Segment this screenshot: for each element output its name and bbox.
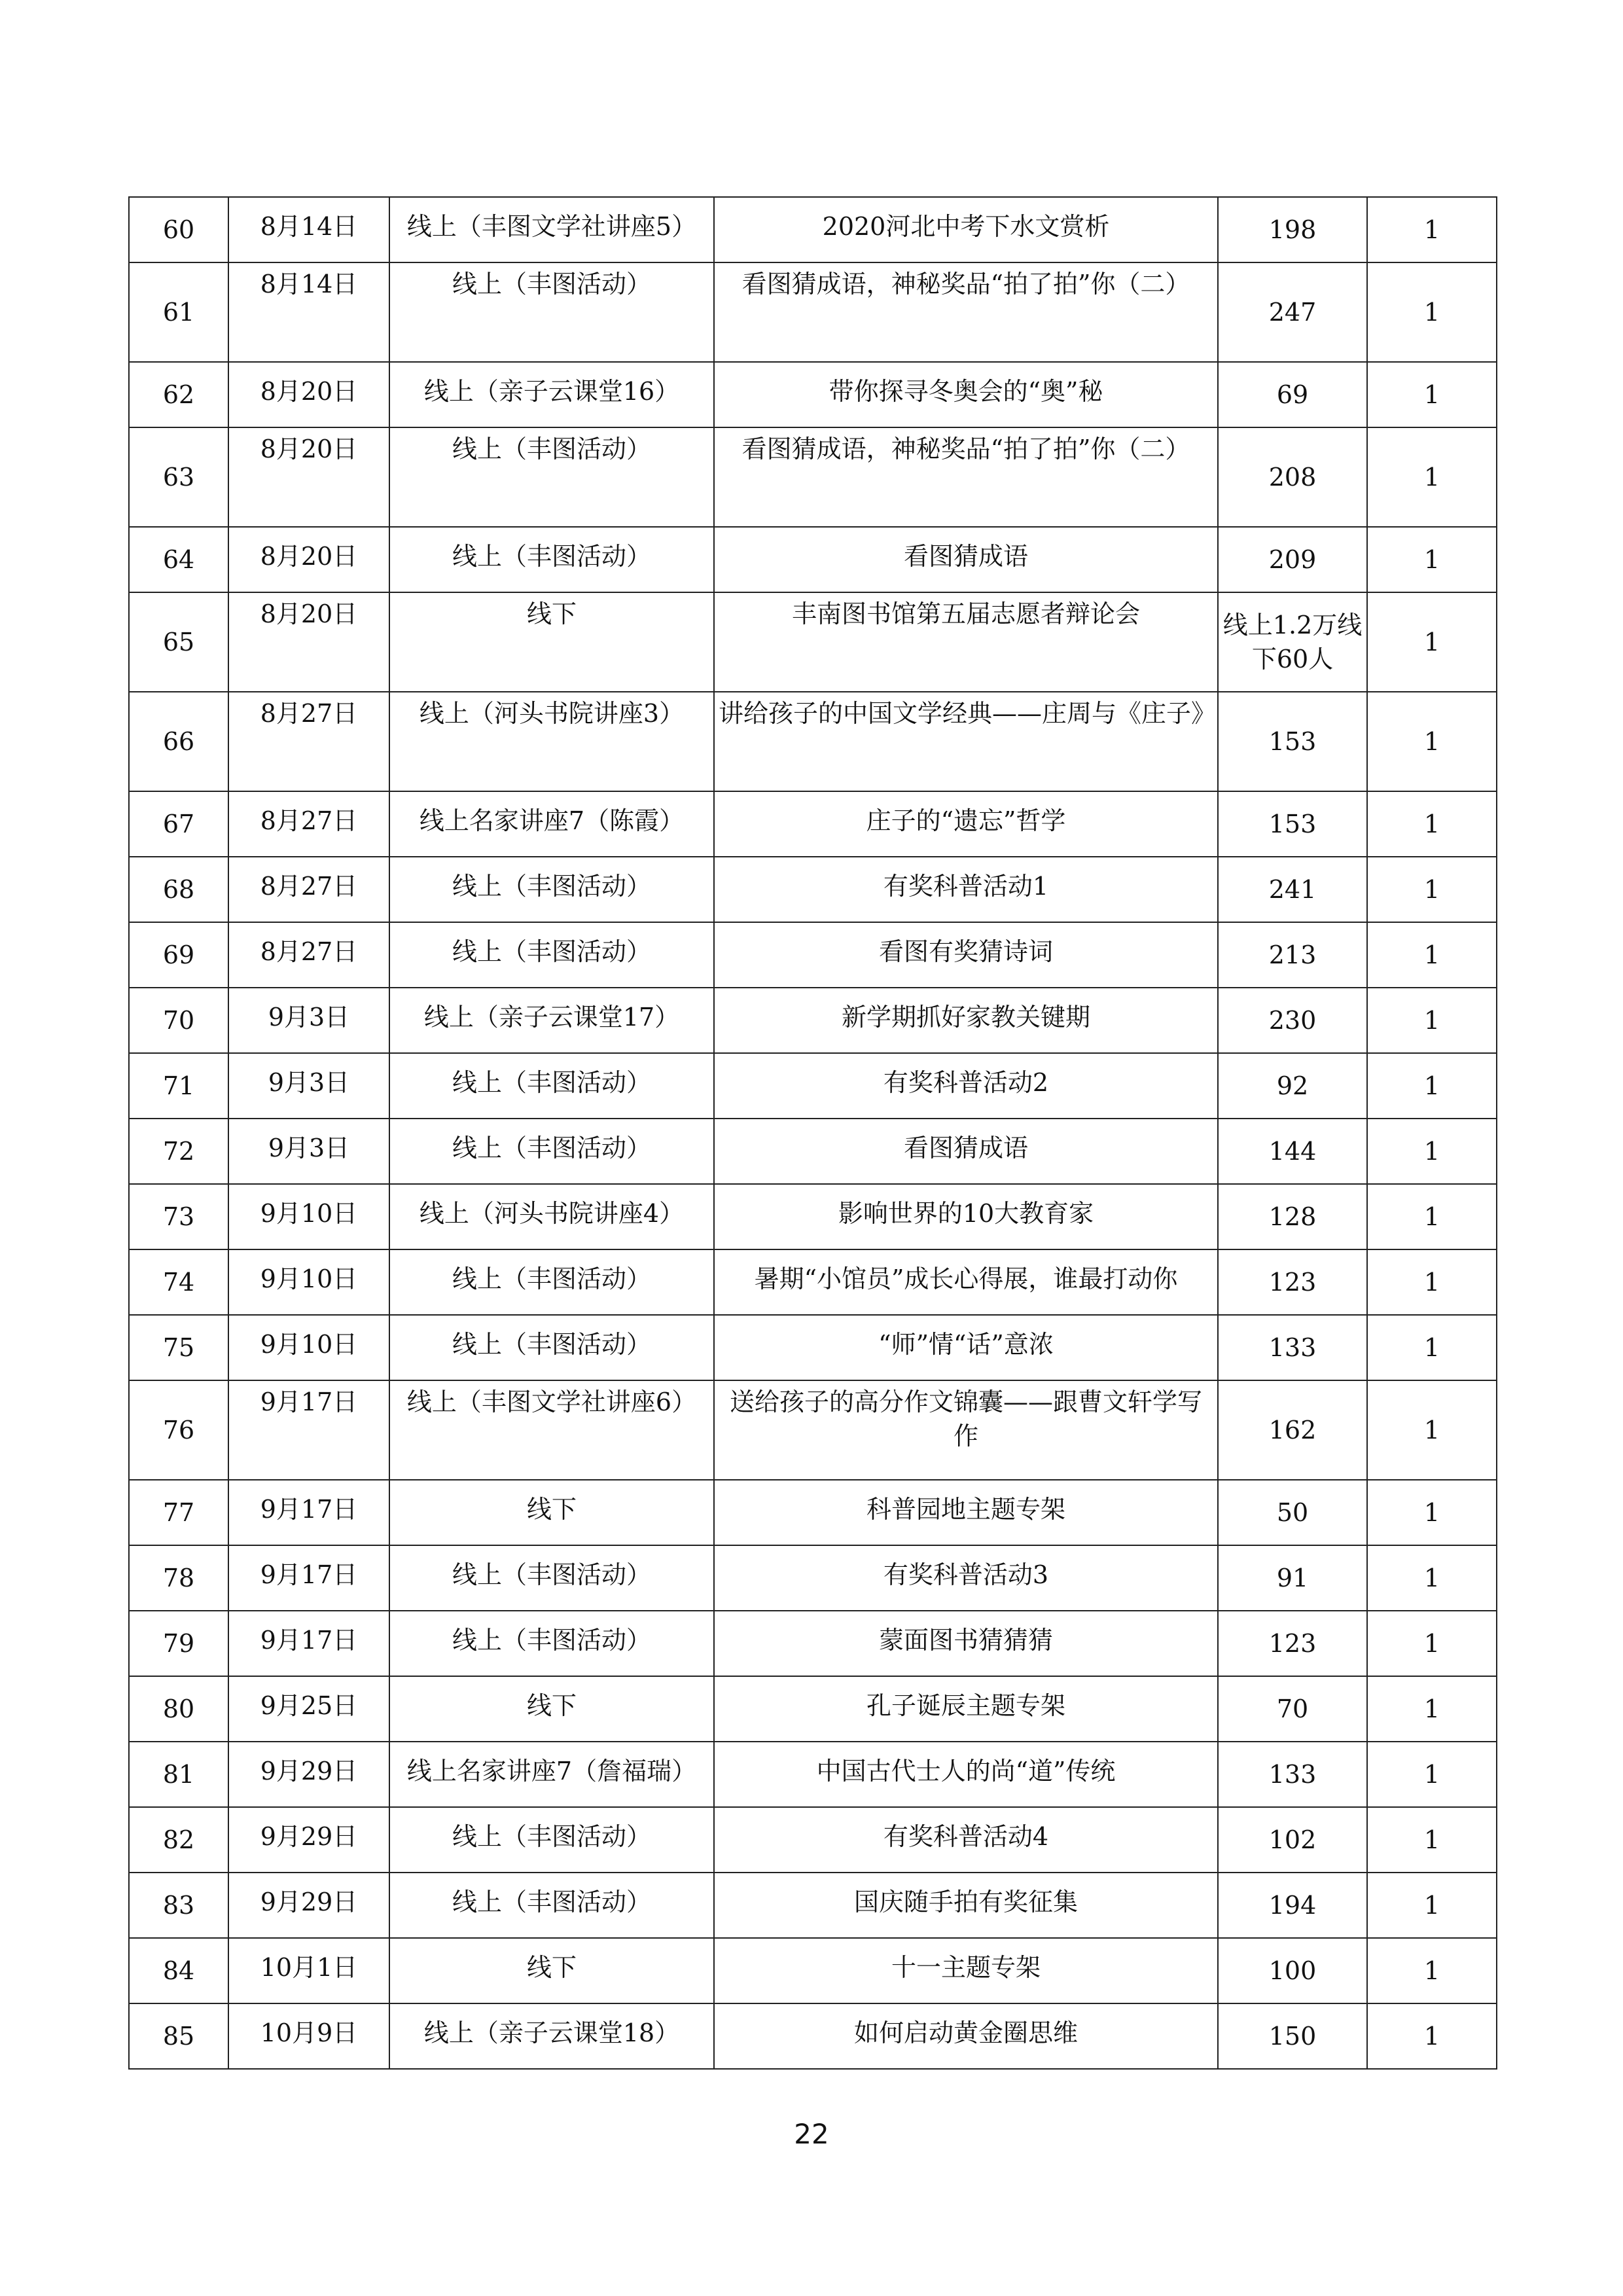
row-date: 9月17日 bbox=[228, 1480, 389, 1545]
row-count: 230 bbox=[1218, 988, 1367, 1053]
row-count: 153 bbox=[1218, 791, 1367, 857]
row-title: 蒙面图书猜猜猜 bbox=[714, 1611, 1218, 1676]
table-row bbox=[129, 1611, 1497, 1676]
row-count: 133 bbox=[1218, 1742, 1367, 1807]
row-number: 77 bbox=[129, 1480, 228, 1545]
row-date: 9月29日 bbox=[228, 1742, 389, 1807]
row-count: 100 bbox=[1218, 1938, 1367, 2003]
row-count: 线上1.2万线下60人 bbox=[1218, 592, 1367, 692]
row-number: 81 bbox=[129, 1742, 228, 1807]
row-title: 十一主题专架 bbox=[714, 1938, 1218, 2003]
row-title: 看图猜成语 bbox=[714, 1119, 1218, 1184]
row-type: 线上（丰图活动） bbox=[389, 427, 714, 527]
table-row bbox=[129, 427, 1497, 527]
row-count: 162 bbox=[1218, 1380, 1367, 1480]
row-title: 有奖科普活动4 bbox=[714, 1807, 1218, 1873]
row-times: 1 bbox=[1367, 362, 1497, 427]
row-count: 102 bbox=[1218, 1807, 1367, 1873]
row-date: 9月17日 bbox=[228, 1380, 389, 1480]
row-type: 线上（亲子云课堂17） bbox=[389, 988, 714, 1053]
row-date: 9月10日 bbox=[228, 1184, 389, 1249]
row-times: 1 bbox=[1367, 1315, 1497, 1380]
row-type: 线下 bbox=[389, 1938, 714, 2003]
row-type: 线上（丰图活动） bbox=[389, 1053, 714, 1119]
row-count: 150 bbox=[1218, 2003, 1367, 2069]
row-date: 9月17日 bbox=[228, 1545, 389, 1611]
row-times: 1 bbox=[1367, 791, 1497, 857]
row-times: 1 bbox=[1367, 262, 1497, 362]
table-row bbox=[129, 1380, 1497, 1480]
table-row bbox=[129, 527, 1497, 592]
table-row bbox=[129, 1053, 1497, 1119]
row-type: 线上（河头书院讲座3） bbox=[389, 692, 714, 791]
row-type: 线上（河头书院讲座4） bbox=[389, 1184, 714, 1249]
row-title: 影响世界的10大教育家 bbox=[714, 1184, 1218, 1249]
row-number: 82 bbox=[129, 1807, 228, 1873]
row-date: 8月27日 bbox=[228, 791, 389, 857]
row-number: 70 bbox=[129, 988, 228, 1053]
row-title: 庄子的“遗忘”哲学 bbox=[714, 791, 1218, 857]
row-title: 看图猜成语，神秘奖品“拍了拍”你（二） bbox=[714, 262, 1218, 362]
row-times: 1 bbox=[1367, 988, 1497, 1053]
row-number: 68 bbox=[129, 857, 228, 922]
row-count: 128 bbox=[1218, 1184, 1367, 1249]
row-type: 线下 bbox=[389, 592, 714, 692]
row-date: 8月20日 bbox=[228, 362, 389, 427]
row-type: 线上（丰图文学社讲座6） bbox=[389, 1380, 714, 1480]
row-title: 中国古代士人的尚“道”传统 bbox=[714, 1742, 1218, 1807]
row-number: 67 bbox=[129, 791, 228, 857]
row-count: 241 bbox=[1218, 857, 1367, 922]
row-times: 1 bbox=[1367, 1119, 1497, 1184]
row-count: 50 bbox=[1218, 1480, 1367, 1545]
row-type: 线上（亲子云课堂16） bbox=[389, 362, 714, 427]
row-number: 60 bbox=[129, 197, 228, 262]
row-type: 线上（丰图活动） bbox=[389, 1315, 714, 1380]
row-title: 看图猜成语 bbox=[714, 527, 1218, 592]
row-times: 1 bbox=[1367, 427, 1497, 527]
row-date: 8月20日 bbox=[228, 427, 389, 527]
row-number: 83 bbox=[129, 1873, 228, 1938]
row-title: 带你探寻冬奥会的“奥”秘 bbox=[714, 362, 1218, 427]
row-type: 线上名家讲座7（陈霞） bbox=[389, 791, 714, 857]
row-type: 线上（丰图活动） bbox=[389, 1249, 714, 1315]
table-row bbox=[129, 197, 1497, 262]
row-type: 线上名家讲座7（詹福瑞） bbox=[389, 1742, 714, 1807]
row-title: 暑期“小馆员”成长心得展，谁最打动你 bbox=[714, 1249, 1218, 1315]
row-type: 线上（丰图活动） bbox=[389, 1545, 714, 1611]
row-type: 线上（丰图活动） bbox=[389, 1807, 714, 1873]
row-type: 线上（亲子云课堂18） bbox=[389, 2003, 714, 2069]
row-number: 61 bbox=[129, 262, 228, 362]
row-number: 63 bbox=[129, 427, 228, 527]
row-title: 新学期抓好家教关键期 bbox=[714, 988, 1218, 1053]
activity-table bbox=[128, 196, 1497, 2070]
row-times: 1 bbox=[1367, 1184, 1497, 1249]
row-date: 9月3日 bbox=[228, 1119, 389, 1184]
table-row bbox=[129, 2003, 1497, 2069]
table-row bbox=[129, 362, 1497, 427]
table-row bbox=[129, 988, 1497, 1053]
table-row bbox=[129, 1545, 1497, 1611]
row-title: 有奖科普活动1 bbox=[714, 857, 1218, 922]
table-row bbox=[129, 857, 1497, 922]
row-number: 84 bbox=[129, 1938, 228, 2003]
row-date: 9月10日 bbox=[228, 1249, 389, 1315]
row-times: 1 bbox=[1367, 2003, 1497, 2069]
row-count: 92 bbox=[1218, 1053, 1367, 1119]
row-times: 1 bbox=[1367, 1873, 1497, 1938]
row-title: 孔子诞辰主题专架 bbox=[714, 1676, 1218, 1742]
row-times: 1 bbox=[1367, 1807, 1497, 1873]
row-number: 74 bbox=[129, 1249, 228, 1315]
table-row bbox=[129, 1184, 1497, 1249]
page-number: 22 bbox=[794, 2118, 829, 2150]
row-type: 线下 bbox=[389, 1676, 714, 1742]
row-date: 9月29日 bbox=[228, 1807, 389, 1873]
row-times: 1 bbox=[1367, 857, 1497, 922]
row-type: 线上（丰图活动） bbox=[389, 922, 714, 988]
row-times: 1 bbox=[1367, 1545, 1497, 1611]
table-row bbox=[129, 1873, 1497, 1938]
row-number: 78 bbox=[129, 1545, 228, 1611]
row-title: 有奖科普活动2 bbox=[714, 1053, 1218, 1119]
row-date: 9月29日 bbox=[228, 1873, 389, 1938]
row-number: 73 bbox=[129, 1184, 228, 1249]
row-type: 线上（丰图活动） bbox=[389, 1873, 714, 1938]
table-row bbox=[129, 1480, 1497, 1545]
row-count: 133 bbox=[1218, 1315, 1367, 1380]
row-number: 75 bbox=[129, 1315, 228, 1380]
row-date: 10月9日 bbox=[228, 2003, 389, 2069]
row-type: 线下 bbox=[389, 1480, 714, 1545]
row-type: 线上（丰图活动） bbox=[389, 1611, 714, 1676]
table-body bbox=[129, 197, 1497, 2069]
row-times: 1 bbox=[1367, 692, 1497, 791]
table-row bbox=[129, 692, 1497, 791]
row-times: 1 bbox=[1367, 1742, 1497, 1807]
row-number: 85 bbox=[129, 2003, 228, 2069]
row-date: 8月27日 bbox=[228, 922, 389, 988]
row-date: 8月27日 bbox=[228, 857, 389, 922]
row-times: 1 bbox=[1367, 1249, 1497, 1315]
row-number: 79 bbox=[129, 1611, 228, 1676]
row-times: 1 bbox=[1367, 527, 1497, 592]
row-title: 送给孩子的高分作文锦囊——跟曹文轩学写作 bbox=[714, 1380, 1218, 1480]
row-count: 69 bbox=[1218, 362, 1367, 427]
row-times: 1 bbox=[1367, 1676, 1497, 1742]
row-times: 1 bbox=[1367, 1938, 1497, 2003]
row-date: 8月14日 bbox=[228, 197, 389, 262]
row-type: 线上（丰图活动） bbox=[389, 1119, 714, 1184]
row-count: 247 bbox=[1218, 262, 1367, 362]
table-row bbox=[129, 592, 1497, 692]
row-count: 91 bbox=[1218, 1545, 1367, 1611]
row-date: 9月17日 bbox=[228, 1611, 389, 1676]
row-title: 科普园地主题专架 bbox=[714, 1480, 1218, 1545]
table-row bbox=[129, 1119, 1497, 1184]
row-title: 丰南图书馆第五届志愿者辩论会 bbox=[714, 592, 1218, 692]
row-times: 1 bbox=[1367, 922, 1497, 988]
table-row bbox=[129, 1315, 1497, 1380]
row-times: 1 bbox=[1367, 592, 1497, 692]
row-times: 1 bbox=[1367, 1611, 1497, 1676]
row-times: 1 bbox=[1367, 1053, 1497, 1119]
row-date: 10月1日 bbox=[228, 1938, 389, 2003]
row-title: 看图猜成语，神秘奖品“拍了拍”你（二） bbox=[714, 427, 1218, 527]
row-date: 8月20日 bbox=[228, 592, 389, 692]
row-date: 9月10日 bbox=[228, 1315, 389, 1380]
row-title: 2020河北中考下水文赏析 bbox=[714, 197, 1218, 262]
table-row bbox=[129, 1249, 1497, 1315]
row-type: 线上（丰图活动） bbox=[389, 857, 714, 922]
row-times: 1 bbox=[1367, 1380, 1497, 1480]
row-number: 64 bbox=[129, 527, 228, 592]
row-title: 国庆随手拍有奖征集 bbox=[714, 1873, 1218, 1938]
table-row bbox=[129, 1807, 1497, 1873]
row-count: 70 bbox=[1218, 1676, 1367, 1742]
row-date: 8月27日 bbox=[228, 692, 389, 791]
row-number: 76 bbox=[129, 1380, 228, 1480]
row-count: 208 bbox=[1218, 427, 1367, 527]
row-title: 讲给孩子的中国文学经典——庄周与《庄子》 bbox=[714, 692, 1218, 791]
row-date: 8月14日 bbox=[228, 262, 389, 362]
row-date: 9月25日 bbox=[228, 1676, 389, 1742]
row-title: 看图有奖猜诗词 bbox=[714, 922, 1218, 988]
row-number: 80 bbox=[129, 1676, 228, 1742]
row-count: 144 bbox=[1218, 1119, 1367, 1184]
row-date: 9月3日 bbox=[228, 988, 389, 1053]
table-row bbox=[129, 791, 1497, 857]
row-count: 194 bbox=[1218, 1873, 1367, 1938]
row-type: 线上（丰图文学社讲座5） bbox=[389, 197, 714, 262]
row-times: 1 bbox=[1367, 197, 1497, 262]
row-type: 线上（丰图活动） bbox=[389, 262, 714, 362]
row-count: 213 bbox=[1218, 922, 1367, 988]
row-date: 8月20日 bbox=[228, 527, 389, 592]
row-times: 1 bbox=[1367, 1480, 1497, 1545]
row-number: 66 bbox=[129, 692, 228, 791]
row-number: 62 bbox=[129, 362, 228, 427]
table-row bbox=[129, 1938, 1497, 2003]
row-count: 198 bbox=[1218, 197, 1367, 262]
row-number: 71 bbox=[129, 1053, 228, 1119]
row-title: “师”情“话”意浓 bbox=[714, 1315, 1218, 1380]
table-row bbox=[129, 262, 1497, 362]
row-title: 如何启动黄金圈思维 bbox=[714, 2003, 1218, 2069]
row-count: 123 bbox=[1218, 1611, 1367, 1676]
row-count: 153 bbox=[1218, 692, 1367, 791]
table-row bbox=[129, 922, 1497, 988]
table-row bbox=[129, 1742, 1497, 1807]
row-count: 123 bbox=[1218, 1249, 1367, 1315]
row-date: 9月3日 bbox=[228, 1053, 389, 1119]
row-number: 65 bbox=[129, 592, 228, 692]
row-number: 69 bbox=[129, 922, 228, 988]
row-type: 线上（丰图活动） bbox=[389, 527, 714, 592]
row-title: 有奖科普活动3 bbox=[714, 1545, 1218, 1611]
row-number: 72 bbox=[129, 1119, 228, 1184]
row-count: 209 bbox=[1218, 527, 1367, 592]
table-row bbox=[129, 1676, 1497, 1742]
